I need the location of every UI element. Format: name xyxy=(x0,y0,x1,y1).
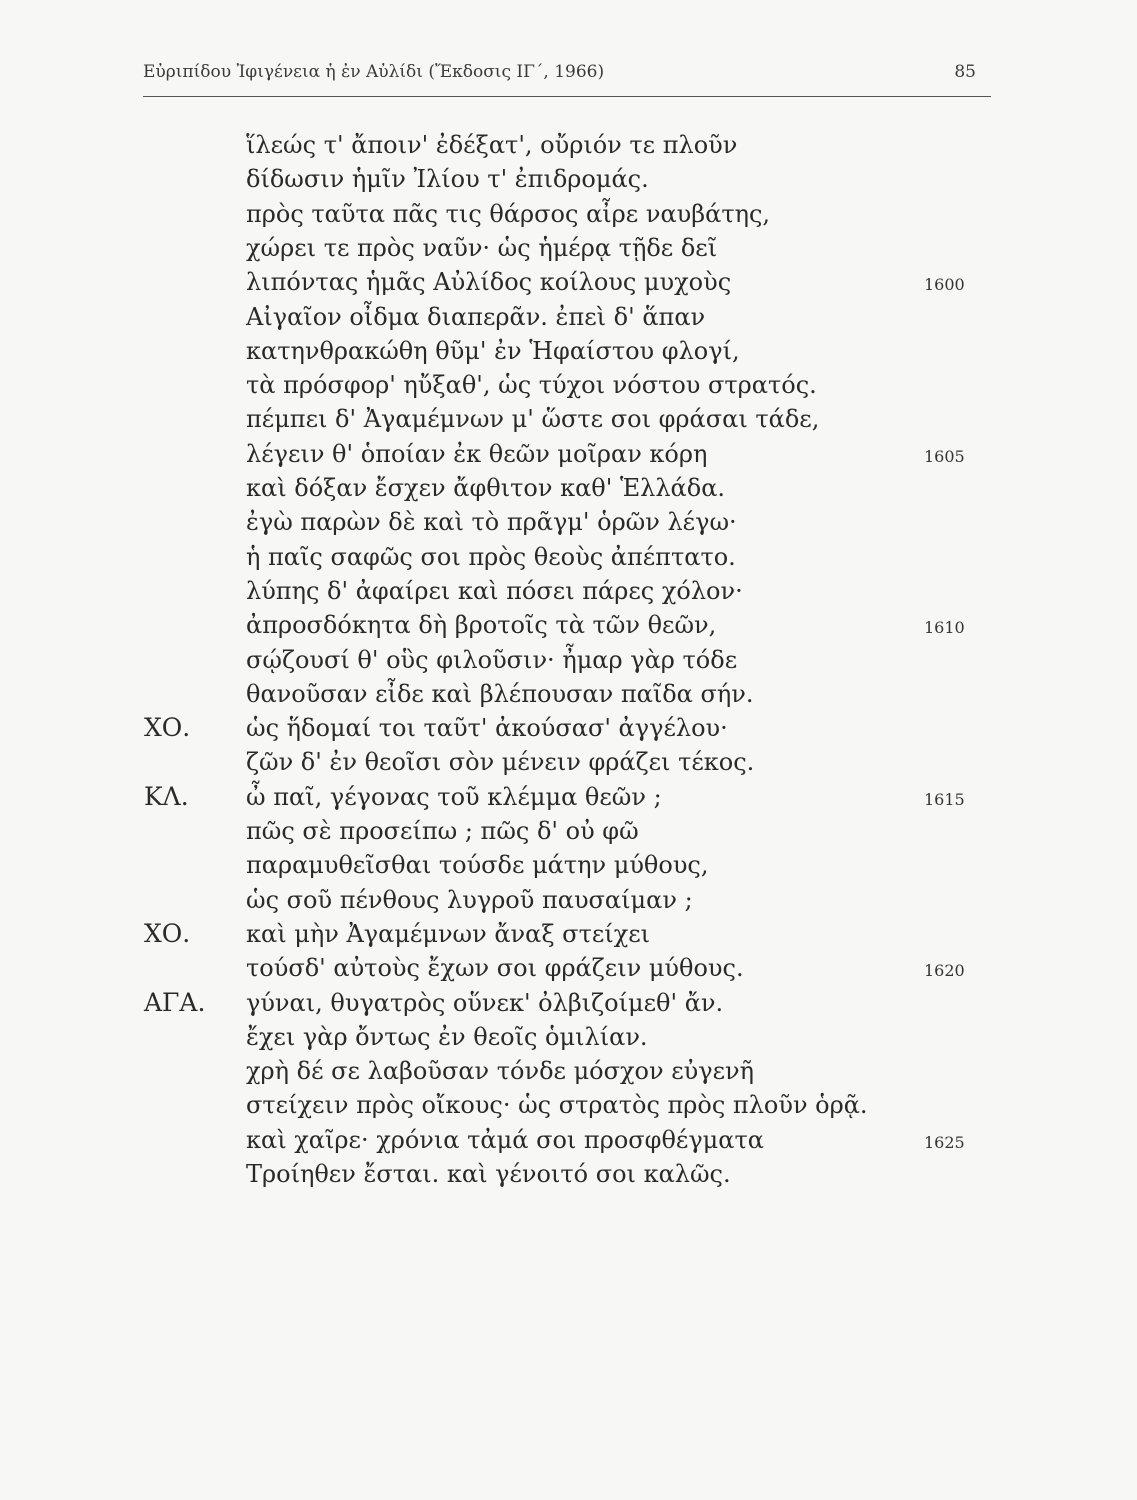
verse-text: ζῶν δ' ἐν θεοῖσι σὸν μένειν φράζει τέκος. xyxy=(246,748,755,777)
verse-line xyxy=(0,573,1137,609)
verse-text: γύναι, θυγατρὸς οὕνεκ' ὀλβιζοίμεθ' ἄν. xyxy=(246,988,724,1017)
verse-line xyxy=(0,504,1137,540)
verse-text: ὡς ἥδομαί τοι ταῦτ' ἀκούσασ' ἀγγέλου· xyxy=(246,714,728,743)
verse-text: καὶ χαῖρε· χρόνια τἀμά σοι προσφθέγματα xyxy=(246,1125,764,1154)
verse-line xyxy=(0,196,1137,232)
verse-line xyxy=(0,401,1137,437)
verse-text: πῶς σὲ προσείπω ; πῶς δ' οὐ φῶ xyxy=(246,817,639,845)
verse-line xyxy=(0,264,1137,300)
verse-text: σῴζουσί θ' οὓς φιλοῦσιν· ἦμαρ γὰρ τόδε xyxy=(246,645,738,674)
page-number: 85 xyxy=(954,62,976,82)
verse-line xyxy=(0,230,1137,266)
verse-line xyxy=(0,813,1137,849)
verse-text: Τροίηθεν ἔσται. καὶ γένοιτό σοι καλῶς. xyxy=(246,1160,731,1188)
verse-text: κατηνθρακώθη θῦμ' ἐν Ἡφαίστου φλογί, xyxy=(246,336,740,365)
verse-text: καὶ δόξαν ἔσχεν ἄφθιτον καθ' Ἑλλάδα. xyxy=(246,474,726,502)
verse-line xyxy=(0,299,1137,335)
line-number: 1620 xyxy=(924,961,965,981)
verse-text: καὶ μὴν Ἀγαμέμνων ἄναξ στείχει xyxy=(246,919,651,948)
verse-text: δίδωσιν ἡμῖν Ἰλίου τ' ἐπιδρομάς. xyxy=(246,165,649,194)
line-number: 1610 xyxy=(924,618,965,638)
verse-line xyxy=(0,1019,1137,1055)
verse-text: στείχειν πρὸς οἴκους· ὡς στρατὸς πρὸς πλοῦν ὁρᾷ. xyxy=(246,1091,868,1120)
speaker-label: ΧΟ. xyxy=(144,713,191,743)
verse-line xyxy=(0,676,1137,712)
verse-text: Αἰγαῖον οἶδμα διαπερᾶν. ἐπεὶ δ' ἅπαν xyxy=(246,302,706,331)
verse-line xyxy=(0,333,1137,369)
running-title: Εὐριπίδου Ἰφιγένεια ἡ ἐν Αὐλίδι (Ἔκδοσις ΙΓ΄, 1966) xyxy=(143,62,605,82)
speaker-label: ΧΟ. xyxy=(144,918,191,948)
verse-line xyxy=(0,916,1137,952)
header-rule xyxy=(143,96,991,97)
verse-text: ἀπροσδόκητα δὴ βροτοῖς τὰ τῶν θεῶν, xyxy=(246,611,717,640)
verse-text: παραμυθεῖσθαι τούσδε μάτην μύθους, xyxy=(246,851,709,880)
verse-line xyxy=(0,539,1137,575)
verse-line xyxy=(0,1087,1137,1123)
verse-text: ἐγὼ παρὼν δὲ καὶ τὸ πρᾶγμ' ὁρῶν λέγω· xyxy=(246,508,737,537)
verse-line xyxy=(0,710,1137,746)
verse-text: ὦ παῖ, γέγονας τοῦ κλέμμα θεῶν ; xyxy=(246,782,662,811)
verse-text: ἡ παῖς σαφῶς σοι πρὸς θεοὺς ἀπέπτατο. xyxy=(246,542,736,571)
verse-line xyxy=(0,642,1137,678)
speaker-label: ΚΛ. xyxy=(144,781,189,811)
line-number: 1605 xyxy=(924,446,965,466)
verse-text: τούσδ' αὐτοὺς ἔχων σοι φράζειν μύθους. xyxy=(246,954,744,983)
verse-text: ἵλεώς τ' ἄποιν' ἐδέξατ', οὔριόν τε πλοῦν xyxy=(246,131,738,159)
verse-line xyxy=(0,950,1137,986)
verse-text: τὰ πρόσφορ' ηὔξαθ', ὡς τύχοι νόστου στρατός. xyxy=(246,371,817,400)
verse-line xyxy=(0,127,1137,163)
verse-line xyxy=(0,1156,1137,1192)
verse-text: χώρει τε πρὸς ναῦν· ὡς ἡμέρᾳ τῇδε δεῖ xyxy=(246,233,718,262)
line-number: 1615 xyxy=(924,789,965,809)
verse-text: λιπόντας ἡμᾶς Αὐλίδος κοίλους μυχοὺς xyxy=(246,268,732,297)
verse-text: πρὸς ταῦτα πᾶς τις θάρσος αἶρε ναυβάτης, xyxy=(246,199,771,228)
verse-line xyxy=(0,779,1137,815)
verse-line xyxy=(0,985,1137,1021)
verse-line xyxy=(0,436,1137,472)
line-number: 1600 xyxy=(924,275,965,295)
verse-line xyxy=(0,882,1137,918)
verse-line xyxy=(0,847,1137,883)
verse-text: θανοῦσαν εἶδε καὶ βλέπουσαν παῖδα σήν. xyxy=(246,679,754,708)
verse-line xyxy=(0,470,1137,506)
verse-text: λέγειν θ' ὁποίαν ἐκ θεῶν μοῖραν κόρη xyxy=(246,439,708,468)
speaker-label: ΑΓΑ. xyxy=(144,987,206,1017)
verse-text: λύπης δ' ἀφαίρει καὶ πόσει πάρες χόλον· xyxy=(246,576,743,605)
verse-text: πέμπει δ' Ἀγαμέμνων μ' ὥστε σοι φράσαι τάδε, xyxy=(246,405,820,434)
verse-line xyxy=(0,367,1137,403)
line-number: 1625 xyxy=(924,1132,965,1152)
verse-text: ἔχει γὰρ ὄντως ἐν θεοῖς ὁμιλίαν. xyxy=(246,1022,648,1051)
verse-line xyxy=(0,607,1137,643)
verse-text: ὡς σοῦ πένθους λυγροῦ παυσαίμαν ; xyxy=(246,885,693,914)
verse-line xyxy=(0,161,1137,197)
verse-text: χρὴ δέ σε λαβοῦσαν τόνδε μόσχον εὐγενῆ xyxy=(246,1057,754,1086)
verse-line xyxy=(0,1122,1137,1158)
verse-line xyxy=(0,1053,1137,1089)
verse-line xyxy=(0,744,1137,780)
